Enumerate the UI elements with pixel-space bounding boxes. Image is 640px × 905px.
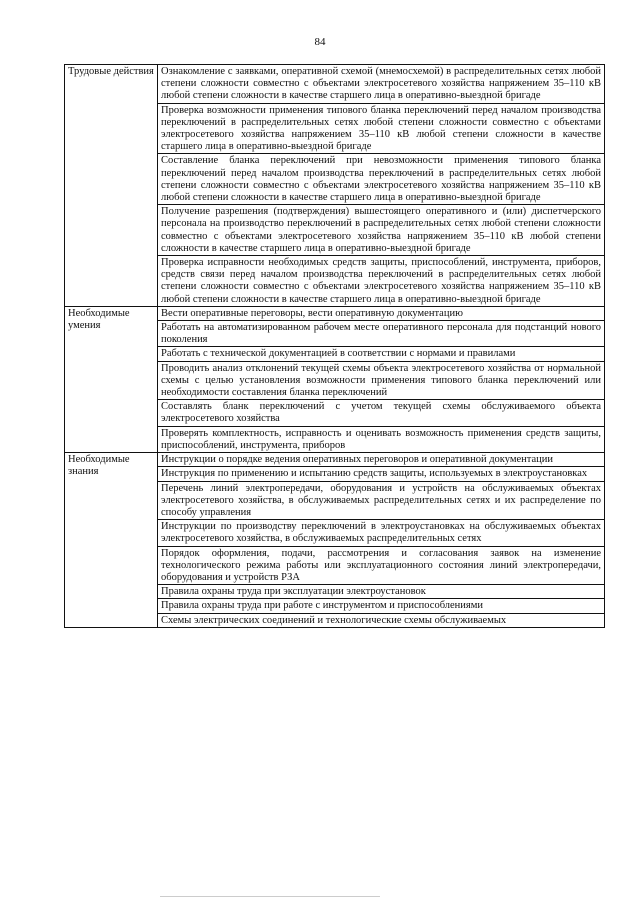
labor-action-item: Составление бланка переключений при невозможности применения типового бланка переключений перед началом производства переключений в распределительных сетях любой степени сложности совместно с объектами электросетевого хозяйства напряжением 35–110 кВ любой степени сложности в качестве старшего лица в оперативно-выездной бригаде <box>158 154 605 205</box>
knowledge-item: Правила охраны труда при работе с инструментом и приспособлениями <box>158 599 605 613</box>
table-row <box>65 453 605 467</box>
labor-action-item: Ознакомление с заявками, оперативной схемой (мнемосхемой) в распределительных сетях любой степени сложности совместно с объектами электросетевого хозяйства напряжением 35–110 кВ любой степени сложности в качестве старшего лица в оперативно-выездной бригаде <box>158 65 605 104</box>
section-title-labor-actions: Трудовые действия <box>65 65 158 307</box>
skill-item: Вести оперативные переговоры, вести оперативную документацию <box>158 306 605 320</box>
skill-item: Работать на автоматизированном рабочем месте оперативного персонала для подстанций нового поколения <box>158 321 605 347</box>
knowledge-item: Схемы электрических соединений и технологические схемы обслуживаемых <box>158 613 605 627</box>
bottom-rule <box>160 896 380 897</box>
knowledge-item: Перечень линий электропередачи, оборудования и устройств на обслуживаемых объектах электросетевого хозяйства, в обслуживаемых распределительных сетях и их распределение по способу управления <box>158 481 605 520</box>
knowledge-item: Инструкции о порядке ведения оперативных переговоров и оперативной документации <box>158 453 605 467</box>
table-row <box>65 306 605 320</box>
skill-item: Проверять комплектность, исправность и оценивать возможность применения средств защиты, приспособлений, инструмента, приборов <box>158 426 605 452</box>
knowledge-item: Порядок оформления, подачи, рассмотрения и согласования заявок на изменение технологического режима работы или эксплуатационного состояния линий электропередачи, оборудования и устройств РЗА <box>158 546 605 585</box>
table-row <box>65 65 605 104</box>
labor-action-item: Проверка исправности необходимых средств защиты, приспособлений, инструмента, приборов, средств связи перед началом производства переключений в распределительных сетях любой степени сложности совместно с объектами электросетевого хозяйства напряжением 35–110 кВ любой степени сложности в качестве старшего лица в оперативно-выездной бригаде <box>158 256 605 307</box>
section-title-required-knowledge: Необходимые знания <box>65 453 158 628</box>
knowledge-item: Инструкции по производству переключений в электроустановках на обслуживаемых объектах электросетевого хозяйства, в обслуживаемых распределительных сетях <box>158 520 605 546</box>
knowledge-item: Правила охраны труда при эксплуатации электроустановок <box>158 585 605 599</box>
skill-item: Работать с технической документацией в соответствии с нормами и правилами <box>158 347 605 361</box>
page-number: 84 <box>314 36 326 48</box>
skill-item: Составлять бланк переключений с учетом текущей схемы обслуживаемого объекта электросетевого хозяйства <box>158 400 605 426</box>
qualification-table <box>64 64 605 628</box>
section-title-required-skills: Необходимые умения <box>65 306 158 452</box>
labor-action-item: Получение разрешения (подтверждения) вышестоящего оперативного и (или) диспетчерского персонала на производство переключений в распределительных сетях любой степени сложности совместно с объектами электросетевого хозяйства напряжением 35–110 кВ любой степени сложности в качестве старшего лица в оперативно-выездной бригаде <box>158 205 605 256</box>
knowledge-item: Инструкция по применению и испытанию средств защиты, используемых в электроустановках <box>158 467 605 481</box>
labor-action-item: Проверка возможности применения типового бланка переключений перед началом производства переключений в распределительных сетях любой степени сложности совместно с объектами электросетевого хозяйства напряжением 35–110 кВ любой степени сложности в качестве старшего лица в оперативно-выездной бригаде <box>158 103 605 154</box>
skill-item: Проводить анализ отклонений текущей схемы объекта электросетевого хозяйства от нормальной схемы с целью установления возможности применения типового бланка переключений или необходимости составления бланка переключений <box>158 361 605 400</box>
